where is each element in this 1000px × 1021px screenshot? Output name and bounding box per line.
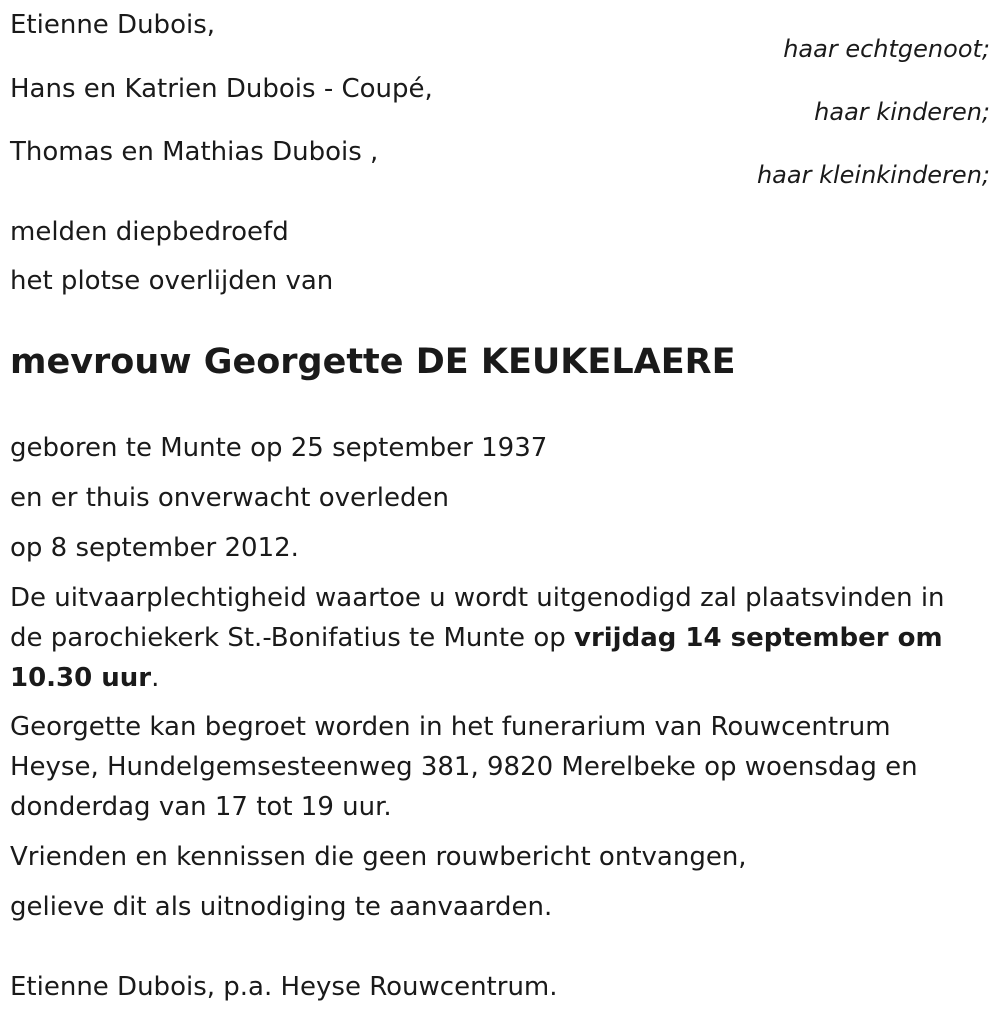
- born-line: geboren te Munte op 25 september 1937: [10, 433, 548, 463]
- funeral-text: De uitvaarplechtigheid waartoe u wordt uitgenodigd zal plaatsvinden in de parochiekerk St.-Bonifatius te Munte op: [10, 583, 945, 653]
- closing-line-1: Vrienden en kennissen die geen rouwbericht ontvangen,: [10, 842, 747, 872]
- funeral-time: vrijdag 14 september om 10.30 uur: [10, 623, 943, 693]
- closing-line-2: gelieve dit als uitnodiging te aanvaarden.: [10, 892, 553, 922]
- family-name-1: Etienne Dubois,: [10, 10, 216, 40]
- date-line: op 8 september 2012.: [10, 533, 299, 563]
- died-line: en er thuis onverwacht overleden: [10, 483, 449, 513]
- family-relation-1: haar echtgenoot;: [783, 35, 990, 63]
- funeral-paragraph: [10, 578, 985, 698]
- family-relation-3: haar kleinkinderen;: [756, 161, 990, 189]
- announce-line-2: het plotse overlijden van: [10, 266, 334, 296]
- funeral-end: .: [151, 663, 160, 693]
- family-relation-2: haar kinderen;: [814, 98, 990, 126]
- visitation-paragraph: Georgette kan begroet worden in het funerarium van Rouwcentrum Heyse, Hundelgemsesteenweg 381, 9820 Merelbeke op woensdag en donderdag van 17 tot 19 uur.: [10, 712, 918, 822]
- family-name-3: Thomas en Mathias Dubois ,: [10, 137, 379, 167]
- deceased-name: mevrouw Georgette DE KEUKELAERE: [10, 342, 736, 382]
- contact-line: Etienne Dubois, p.a. Heyse Rouwcentrum.: [10, 972, 558, 1002]
- announce-line-1: melden diepbedroefd: [10, 217, 289, 247]
- family-name-2: Hans en Katrien Dubois - Coupé,: [10, 74, 433, 104]
